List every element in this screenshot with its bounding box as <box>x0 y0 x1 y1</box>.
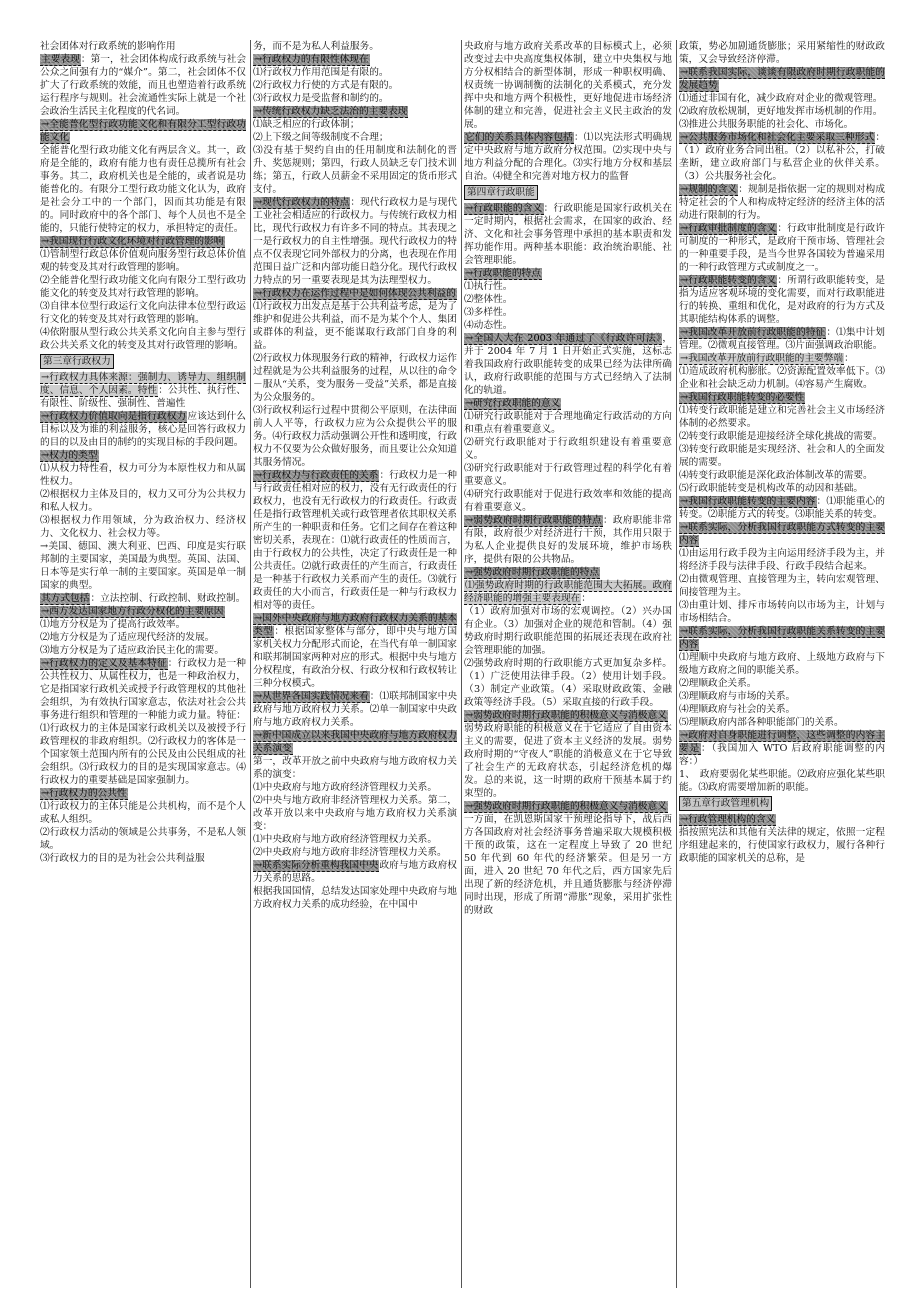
body-text: ⑶多样性。 <box>464 307 513 318</box>
body-text: ⑵行政权力活动的领域是公共事务，不是私人领域。 <box>40 827 246 851</box>
topic-block <box>679 274 885 326</box>
paragraph <box>679 40 885 66</box>
topic-heading: →公共服务市场化和社会化主要采取三种形式 <box>680 132 875 143</box>
topic-block <box>464 800 672 813</box>
body-text: ⑴由运用行政手段为主向运用经济手段为主，并将经济手段与法律手段、行政手段结合起来。 <box>679 548 885 572</box>
paragraph <box>679 690 885 703</box>
paragraph <box>253 404 457 469</box>
topic-heading: →新中国成立以来我国中央政府与地方政府权力关系演变 <box>253 730 457 754</box>
body-text: ⑴研究行政职能对于合理地确定行政活动的方向和重点有着重要意义。 <box>464 411 672 435</box>
topic-block <box>253 105 457 118</box>
topic-heading: →我国现行行政文化环境对行政管理的影响 <box>41 236 224 247</box>
body-text: 1、 政府要弱化某些职能。⑵政府应强化某些职能。⑶政府需要增加新的职能。 <box>679 769 885 793</box>
topic-heading: →全国人大在 2003 年通过了《行政许可法》 <box>465 333 662 344</box>
body-text: ⑵全能普化型行政功能文化向有限分工型行政功能文化的转变及其对行政管理的影响。 <box>40 275 246 299</box>
body-text: ：规制是指依据一定的规则对构成特定社会的个人和构成特定经济的经济主体的活动进行限制的行为。 <box>679 184 886 221</box>
topic-block <box>253 729 457 755</box>
topic-heading: →我国改革开放前行政职能的主要弊端 <box>680 353 844 364</box>
body-text: ：⑴集中计划管理。⑵微观直接管理。⑶片面强调政治职能。 <box>679 327 885 351</box>
body-text: ：立法控制、行政控制、财政控制。 <box>90 593 246 604</box>
paragraph <box>679 703 885 716</box>
topic-block <box>40 410 246 449</box>
paragraph <box>679 599 885 625</box>
paragraph <box>40 852 246 865</box>
body-text: ：⑴以宪法形式明确规定中央政府与地方政府分权范围。⑵实现中央与地方利益分配的合理化。⑶实行地方分权和基层自治。⑷健全和完善对地方权力的监督 <box>464 132 673 182</box>
body-text: ⑶自律本位型行政运行文化向法律本位型行政运行文化的转变及其对行政管理的影响。 <box>40 301 246 325</box>
chapter-title: 第五章行政管理机构 <box>679 796 772 811</box>
body-text: ⑷理顺政府与社会的关系。 <box>679 704 796 715</box>
topic-heading: →传统行政权力缺乏法治的主要表现 <box>254 106 408 117</box>
chapter-heading <box>40 352 246 371</box>
topic-heading: →我国改革开放前行政职能的特征 <box>680 327 826 338</box>
body-text: ，并于 2004 年 7 月 1 日开始正式实施，这标志着我国政府行政职能转变的成果已经为法律所确认，政府行政职能的范围与方式已经纳入了法制化的轨道。 <box>464 333 672 396</box>
paragraph <box>40 631 246 644</box>
body-text: ⑵强势政府时期的行政职能方式更加复杂多样。（1）广泛使用法律手段。（2）使用计划手段。（3）制定产业政策。（4）采取财政政策、金融政策等经济手段。（5）采取直接的行政手段。 <box>464 658 672 708</box>
topic-heading: →从世界各国实践情况来看 <box>254 691 369 702</box>
body-text: ⑵根据权力主体及目的，权力又可分为公共权力和私人权力。 <box>40 489 246 513</box>
topic-heading: →强势政府时期行政职能的积极意义与消极意义 <box>465 801 667 812</box>
paragraph <box>253 79 457 92</box>
topic-heading: →政府对自身职能进行调整，这些调整的内容主要是 <box>679 730 885 754</box>
body-text: ：行政权力是一种与行政责任相对应的权力，没有无行政责任的行政权力，也没有无行政权力的行政责任。行政责任是指行政管理机关或行政管理者依其职权关系所产生的一种职责和任务。它们之间存在着这种密切关系，表现在：⑴就行政责任的性质而言，由于行政权力的公共性，决定了行政责任是一种公共责任。⑵就行政责任的产生而言，行政责任是一种基于行政权力关系而产生的责任。⑶就行政责任的大小而言，行政责任是一种与行政权力相对等的责任。 <box>253 470 457 611</box>
body-text: ⑵行政权力行使的方式是有限的。 <box>253 80 399 91</box>
body-text: 全能普化型行政功能文化有两层含义。其一，政府是全能的，政府有能力也有责任总揽所有社会事务。其二，政府机关也是全能的，或者说是功能普化的。有限分工型行政功能文化认为，政府是社会分工中的一个部门，因而其功能是有限的。同时政府中的各个部门、每个人员也不是全能的，只能行使特定的权力，承担特定的责任。 <box>40 145 246 234</box>
body-text: →美国、德国、澳大利亚、巴西、印度是实行联邦制的主要国家，美国最为典型。英国、法国、日本等是实行单一制的主要国家。英国是单一制国家的典型。 <box>40 541 246 591</box>
topic-heading: 主要表现 <box>41 54 80 65</box>
paragraph <box>253 755 457 781</box>
topic-heading: →行政职能的特点 <box>465 268 541 279</box>
body-text: ⑴转变行政职能是建立和完善社会主义市场经济体制的必然要求。 <box>679 405 885 429</box>
topic-block <box>679 813 885 826</box>
topic-block <box>40 657 246 787</box>
body-text: ：行政权力是一种公共性权力、从属性权力，也是一种政治权力，它是指国家行政机关或授予行政管理权的其他社会组织，为有效执行国家意志，依法对社会公共事务进行组织和管理的一种能力或力量。特征：⑴行政权力的主体是国家行政机关以及被授予行政管理权的非政府组织。⑵行政权力的客体是一个国家领土范围内所有的公民及由公民组成的社会组织。⑶行政权力的目的是实现国家意志。⑷行政权力的重要基础是国家强制力。 <box>40 658 246 786</box>
topic-heading: →弱势政府时期行政职能的特点 <box>465 515 602 526</box>
body-text: ⑴通过非国有化，减少政府对企业的微观管理。 <box>679 93 883 104</box>
topic-block <box>40 592 246 605</box>
paragraph <box>679 677 885 690</box>
topic-block <box>679 222 885 274</box>
paragraph <box>464 657 672 709</box>
paragraph <box>253 40 457 53</box>
body-text: ⑴造成政府机构膨胀。⑵资源配置效率低下。⑶企业和社会缺乏动力机制。⑷容易产生腐败。 <box>679 366 885 390</box>
paragraph <box>464 319 672 332</box>
body-text: 弱势政府职能的积极意义在于它适应了自由资本主义的需要，促进了资本主义经济的发展。弱势政府时期的“守夜人”职能的消极意义在于它导致了社会生产的无政府状态，引起经济危机的爆发。总的来说，这一时期的政府干预基本属于约束型的。 <box>464 723 672 799</box>
body-text: 第一，改革开放之前中央政府与地方政府权力关系的演变： <box>253 756 457 780</box>
body-text: ：现代行政权力是与现代工业社会相适应的行政权力。与传统行政权力相比，现代行政权力有许多不同的特点。其表现之一是行政权力的自主性增强。现代行政权力的特点不仅表现它同外部权力的分离，也表现在作用范围日益广泛和内部功能日趋分化。现代行政权力特点的另一重要表现是其为法理型权力。 <box>253 197 457 286</box>
body-text: ：根据国家整体与部分，即中央与地方国家机关权力分配形式而论，在当代有单一制国家和联邦制国家两种对应的形式。根据中央与地方分权程度，有政治分权、行政分权和行政权转让三种分权模式。 <box>253 626 458 689</box>
column-1 <box>38 40 251 1288</box>
topic-heading: →行政职能的含义 <box>465 203 543 214</box>
topic-block <box>464 579 672 605</box>
paragraph <box>40 800 246 826</box>
paragraph <box>679 443 885 469</box>
body-text: ⑴行政权力作用范围是有限的。 <box>253 67 389 78</box>
topic-block <box>253 690 457 729</box>
body-text: ⑶没有基于契约自由的任用制度和法制化的晋升、奖惩规则；第四，行政人员缺乏专门技术训练；第五，行政人员薪金不采用固定的货币形式支付。 <box>253 145 457 195</box>
body-text: ⑸理顺政府内部各种职能部门的关系。 <box>679 717 844 728</box>
body-text: ⑶行政权利运行过程中贯彻公平原则，在法律面前人人平等，行政权力应为公众提供公平的服务。⑷行政权力活动强调公开性和透明度，行政权力不仅要为公众做好服务，而且要让公众知道其服务情况。 <box>253 405 457 468</box>
topic-block <box>679 66 885 92</box>
column-4 <box>677 40 889 1288</box>
paragraph <box>40 300 246 326</box>
body-text: ⑶根据权力作用领域，分为政治权力、经济权力、文化权力、社会权力等。 <box>40 515 246 539</box>
topic-block <box>464 566 672 579</box>
topic-heading: 其方式包括 <box>41 593 90 604</box>
paragraph <box>464 488 672 514</box>
topic-block <box>464 514 672 566</box>
topic-heading: →弱势政府时期行政职能的积极意义与消极意义 <box>465 710 667 721</box>
paragraph <box>679 482 885 495</box>
paragraph <box>40 40 246 53</box>
paragraph <box>40 248 246 274</box>
topic-heading: →联系实际分析重构我国中央 <box>254 860 379 871</box>
body-text: ：政府职能非常有限，政府很少对经济进行干预，其作用只限于为私人企业提供良好的发展环境，维护市场秩序，提供有限的公共物品。 <box>464 515 673 565</box>
paragraph <box>679 105 885 118</box>
body-text: ⑴地方分权是为了提高行政效率。 <box>40 619 186 630</box>
topic-block <box>253 53 457 66</box>
body-text: ⑵研究行政职能对于行政组织建设有着重要意义。 <box>464 437 672 461</box>
topic-heading: →联系实际，分析我国行政职能关系转变的主要内容 <box>679 626 885 650</box>
body-text: 政策，势必加剧通货膨胀；采用紧缩性的财政政策，又会导致经济停滞。 <box>679 41 885 65</box>
topic-block <box>464 332 672 397</box>
body-text: 央政府与地方政府关系改革的目标模式上，必须改变过去中央高度集权体制，建立中央集权与地方分权相结合的新型体制，形成一种职权明确、权责统一协调制衡的法制化的关系模式，充分发挥中央和地方两个积极性，更好地促进市场经济体制的建立和完善，促进社会主义民主政治的发展。 <box>464 41 672 130</box>
topic-heading: →行政权力的公共性 <box>41 788 127 799</box>
paragraph <box>40 462 246 488</box>
body-text: ⑵理顺政企关系。 <box>679 678 757 689</box>
body-text: ⑶行政权力是受监督和制约的。 <box>253 93 389 104</box>
topic-heading: ⑴强势政府时期的行政职能范围大大拓展。政府经济职能的增强主要表现在 <box>464 580 672 604</box>
paragraph <box>679 404 885 430</box>
topic-heading: →现代行政权力的特点 <box>254 197 350 208</box>
body-text: ⑶理顺政府与市场的关系。 <box>679 691 796 702</box>
paragraph <box>679 716 885 729</box>
paragraph <box>40 540 246 592</box>
topic-heading: →我国行政职能转变的主要内容 <box>680 496 816 507</box>
body-text: ：行政审批制度是行政许可制度的一种形式，是政府干预市场、管理社会的一种重要手段，是当今世界各国较为普遍采用的一种行政管理方式或制度之一。 <box>679 223 885 273</box>
topic-heading: →西方发达国家地方行政分权化的主要原因 <box>41 606 224 617</box>
body-text: ⑴缺乏相应的行政体制； <box>253 119 360 130</box>
topic-heading: →行政权力价值取向是指行政权力 <box>41 411 187 422</box>
paragraph <box>464 293 672 306</box>
body-text: ⑵地方分权是为了适应现代经济的发展。 <box>40 632 215 643</box>
paragraph <box>679 118 885 131</box>
topic-block <box>464 131 672 183</box>
paragraph <box>464 462 672 488</box>
body-text: 政府与地方政府权力关系的思路。 <box>253 860 457 884</box>
paragraph <box>464 813 672 917</box>
paragraph <box>253 846 457 859</box>
topic-heading: →行政审批制度的含义 <box>680 223 777 234</box>
paragraph <box>40 826 246 852</box>
paragraph <box>40 644 246 657</box>
paragraph <box>464 605 672 657</box>
topic-block <box>253 612 457 690</box>
chapter-heading <box>464 183 672 202</box>
body-text: ⑶推进公共服务职能的社会化、市场化。 <box>679 119 854 130</box>
topic-heading: →行政权力的定义及基本特征 <box>41 658 167 669</box>
body-text: ⑵中央政府与地方政府非经济管理权力关系。 <box>253 847 447 858</box>
paragraph <box>464 436 672 462</box>
topic-heading: →强势政府时期行政职能的特点 <box>465 567 600 578</box>
body-text: 指按照宪法和其他有关法律的规定，依照一定程序组建起来的，行使国家行政权力，履行各种行政职能的国家机关的总称，是 <box>679 827 885 864</box>
paragraph <box>40 618 246 631</box>
paragraph <box>253 92 457 105</box>
paragraph <box>464 306 672 319</box>
body-text: ⑴从权力特性看，权力可分为本原性权力和从属性权力。 <box>40 463 246 487</box>
paragraph <box>679 768 885 794</box>
topic-block <box>40 118 246 144</box>
topic-block <box>40 787 246 800</box>
topic-block <box>253 859 457 885</box>
paragraph <box>253 118 457 131</box>
body-text: 一方面，在凯恩斯国家干预理论指导下，战后西方各国政府对社会经济事务普遍采取大规模积极干预的政策，这在一定程度上导致了 20 世纪 50 年代到 60 年代的经济繁荣。但是另一方面，进入 20 世纪 70 年代之后，西方国家先后出现了新的经济危机，并且通货膨胀与经济停滞同时出现，形成了所谓“滞胀”现象，采用扩张性的财政 <box>464 814 672 916</box>
body-text: ⑴执行性。 <box>464 281 513 292</box>
paragraph <box>679 547 885 573</box>
body-text: 社会团体对行政系统的影响作用 <box>40 41 176 52</box>
topic-block <box>679 521 885 547</box>
body-text: （1）政府加强对市场的宏观调控。（2）兴办国有企业。（3）加强对企业的规范和管制。（4）强势政府时期行政职能范围的拓展还表现在政府社会管理职能的加强。 <box>464 606 672 656</box>
column-3 <box>462 40 677 1288</box>
body-text: ⑴中央政府与地方政府经济管理权力关系。 <box>253 834 438 845</box>
topic-block <box>40 371 246 410</box>
body-text: ⑷转变行政职能是深化政治体制改革的需要。 <box>679 470 873 481</box>
topic-heading: →规制的含义 <box>680 184 738 195</box>
paragraph <box>253 781 457 794</box>
topic-block <box>40 449 246 462</box>
topic-heading: →全能普化型行政功能文化和有限分工型行政功能文化 <box>40 119 246 143</box>
chapter-title: 第三章行政权力 <box>40 354 114 369</box>
body-text: ：所谓行政职能转变，是指为适应客观环境的变化需要，而对行政职能进行的转换、重组和优化，是对政府的行为方式及其职能结构体系的调整。 <box>679 275 885 325</box>
body-text: ⑶地方分权是为了适应政治民主化的需要。 <box>40 645 225 656</box>
body-text: ：第一，社会团体构成行政系统与社会公众之间强有力的“媒介”。第二，社会团体不仅扩大了行政系统的效能，而且也塑造着行政系统运行程序与规则。社会流通性实际上就是一个社会政治生活民主化程度的代名词。 <box>40 54 247 117</box>
topic-block <box>253 287 457 300</box>
topic-block <box>679 495 885 521</box>
body-text: ⑶由重计划、排斥市场转向以市场为主，计划与市场相结合。 <box>679 600 885 624</box>
topic-heading: →联系我国实际，谈谈有限政府时期行政职能的发展趋势 <box>679 67 885 91</box>
topic-heading: →行政职能转变的含义 <box>680 275 777 286</box>
paragraph <box>40 274 246 300</box>
topic-block <box>679 729 885 768</box>
paragraph <box>253 300 457 352</box>
body-text: ：（我国加入 WTO 后政府职能调整的内容：） <box>679 743 886 767</box>
topic-block <box>253 196 457 287</box>
topic-heading: →行政权力具体来源：强制力、诱导力、组织制度、信息、个人因素。特性 <box>40 372 246 396</box>
topic-block <box>679 352 885 365</box>
topic-block <box>40 53 246 118</box>
topic-heading: →权力的类型 <box>41 450 98 461</box>
body-text: ： <box>844 353 854 364</box>
paragraph <box>253 794 457 833</box>
paragraph <box>679 826 885 865</box>
chapter-title: 第四章行政职能 <box>464 185 538 200</box>
body-text: ⑷研究行政职能对于促进行政效率和效能的提高有着重要意义。 <box>464 489 672 513</box>
body-text: ⑵中央与地方政府非经济管理权力关系。第二，改革开放以来中央政府与地方政府权力关系演变： <box>253 795 457 832</box>
body-text: ⑶研究行政职能对于行政管理过程的科学化有着重要意义。 <box>464 463 672 487</box>
body-text: ⑵由微观管理、直接管理为主，转向宏观管理、间接管理为主。 <box>679 574 885 598</box>
body-text: ：公共性、执行性、有限性、阶级性、强制性、普遍性 <box>40 385 246 409</box>
paragraph <box>253 144 457 196</box>
body-text: 根据我国国情，总结发达国家处理中央政府与地方政府权力关系的成功经验，在中国中 <box>253 886 457 910</box>
paragraph <box>253 131 457 144</box>
paragraph <box>253 885 457 911</box>
topic-block <box>679 326 885 352</box>
body-text: ⑵上下级之间等级制度不合理； <box>253 132 389 143</box>
chapter-heading <box>679 794 885 813</box>
body-text: ：⑴职能重心的转变。⑵职能方式的转变。⑶职能关系的转变。 <box>679 496 885 520</box>
topic-block <box>464 709 672 722</box>
topic-block <box>40 605 246 618</box>
paragraph <box>464 722 672 800</box>
body-text: ⑷依附服从型行政公共关系文化向自主参与型行政公共关系文化的转变及其对行政管理的影响。 <box>40 327 246 351</box>
paragraph <box>679 365 885 391</box>
body-text: ⑶转变行政职能是实现经济、社会和人的全面发展的需要。 <box>679 444 885 468</box>
topic-block <box>679 183 885 222</box>
body-text: 务，而不是为私人利益服务。 <box>253 41 379 52</box>
paragraph <box>40 144 246 235</box>
column-2 <box>251 40 462 1288</box>
topic-heading: →行政权力与行政责任的关系 <box>254 470 379 481</box>
paragraph <box>679 469 885 482</box>
paragraph <box>464 410 672 436</box>
body-text: ⑴行政权力的主体只能是公共机构，而不是个人或私人组织。 <box>40 801 246 825</box>
topic-block <box>464 397 672 410</box>
topic-heading: →国外中央政府与地方政府行政权力关系的基本类型 <box>253 613 457 637</box>
paragraph <box>40 488 246 514</box>
paragraph <box>679 651 885 677</box>
body-text: ⑵整体性。 <box>464 294 513 305</box>
body-text: ⑴行政权力出发点是基于公共利益考虑，是为了维护和促进公共利益，而不是为某个个人、集团或群体的利益，更不能谋取行政部门自身的利益。 <box>253 301 457 351</box>
paragraph <box>40 514 246 540</box>
topic-heading: →研究行政职能的意义 <box>465 398 561 409</box>
topic-heading: →联系实际，分析我国行政职能方式转变的主要内容 <box>679 522 885 546</box>
body-text: ⑴中央政府与地方政府经济管理权力关系。 <box>253 782 438 793</box>
topic-block <box>679 391 885 404</box>
topic-heading: →行政管理机构的含义 <box>680 814 776 825</box>
paragraph <box>253 352 457 404</box>
topic-block <box>253 469 457 612</box>
body-text: ： <box>581 593 591 604</box>
topic-block <box>464 267 672 280</box>
body-text: ⑵转变行政职能是迎接经济全球化挑战的需要。 <box>679 431 883 442</box>
body-text: ：（1）政府业务合同出租。（2）以私补公，打破垄断，建立政府部门与私营企业的伙伴关系。（3）公共服务社会化。 <box>679 132 885 182</box>
paragraph <box>679 430 885 443</box>
topic-block <box>464 202 672 267</box>
topic-block <box>679 131 885 183</box>
topic-heading: →行政权力在运作过程中是如何体现公共利益的 <box>254 288 456 299</box>
paragraph <box>464 40 672 131</box>
body-text: ⑴理顺中央政府与地方政府、上级地方政府与下级地方政府之间的职能关系。 <box>679 652 885 676</box>
topic-block <box>679 625 885 651</box>
paragraph <box>253 833 457 846</box>
body-text: ：⑴联邦制国家中央政府与地方政府权力关系。⑵单一制国家中央政府与地方政府权力关系。 <box>253 691 458 728</box>
paragraph <box>679 573 885 599</box>
body-text: ⑵政府放松规制，更好地发挥市场机制的作用。 <box>679 106 883 117</box>
body-text: ⑶行政权力的目的是为社会公共利益服 <box>40 853 205 864</box>
paragraph <box>679 92 885 105</box>
topic-heading: →行政权力的有限性体现在 <box>254 54 369 65</box>
paragraph <box>464 280 672 293</box>
topic-heading: 它们的关系具体内容包括 <box>465 132 573 143</box>
paragraph <box>40 326 246 352</box>
paragraph <box>253 66 457 79</box>
body-text: ⑵行政权力体现服务行政的精神，行政权力运作过程就是为公共利益服务的过程，从以往的命令－服从“关系，变为服务－受益”关系，都是直接为公众服务的。 <box>253 353 457 403</box>
body-text: ⑴管制型行政总体价值观向服务型行政总体价值观的转变及其对行政管理的影响。 <box>40 249 246 273</box>
body-text: ⑸行政职能转变是机构改革的动因和基础。 <box>679 483 864 494</box>
body-text: ：行政职能是国家行政机关在一定时期内，根据社会需求，在国家的政治、经济、文化和社会事务管理中承担的基本职责和发挥功能作用。两种基本职能：政治统治职能、社会管理职能。 <box>464 203 673 266</box>
topic-block <box>40 235 246 248</box>
body-text: 应该达到什么目标以及为谁的利益服务，核心是回答行政权力的目的以及由目的制约的实现目标的手段问题。 <box>40 411 246 448</box>
body-text: ⑷动态性。 <box>464 320 513 331</box>
topic-heading: →我国行政职能转变的必要性 <box>680 392 805 403</box>
